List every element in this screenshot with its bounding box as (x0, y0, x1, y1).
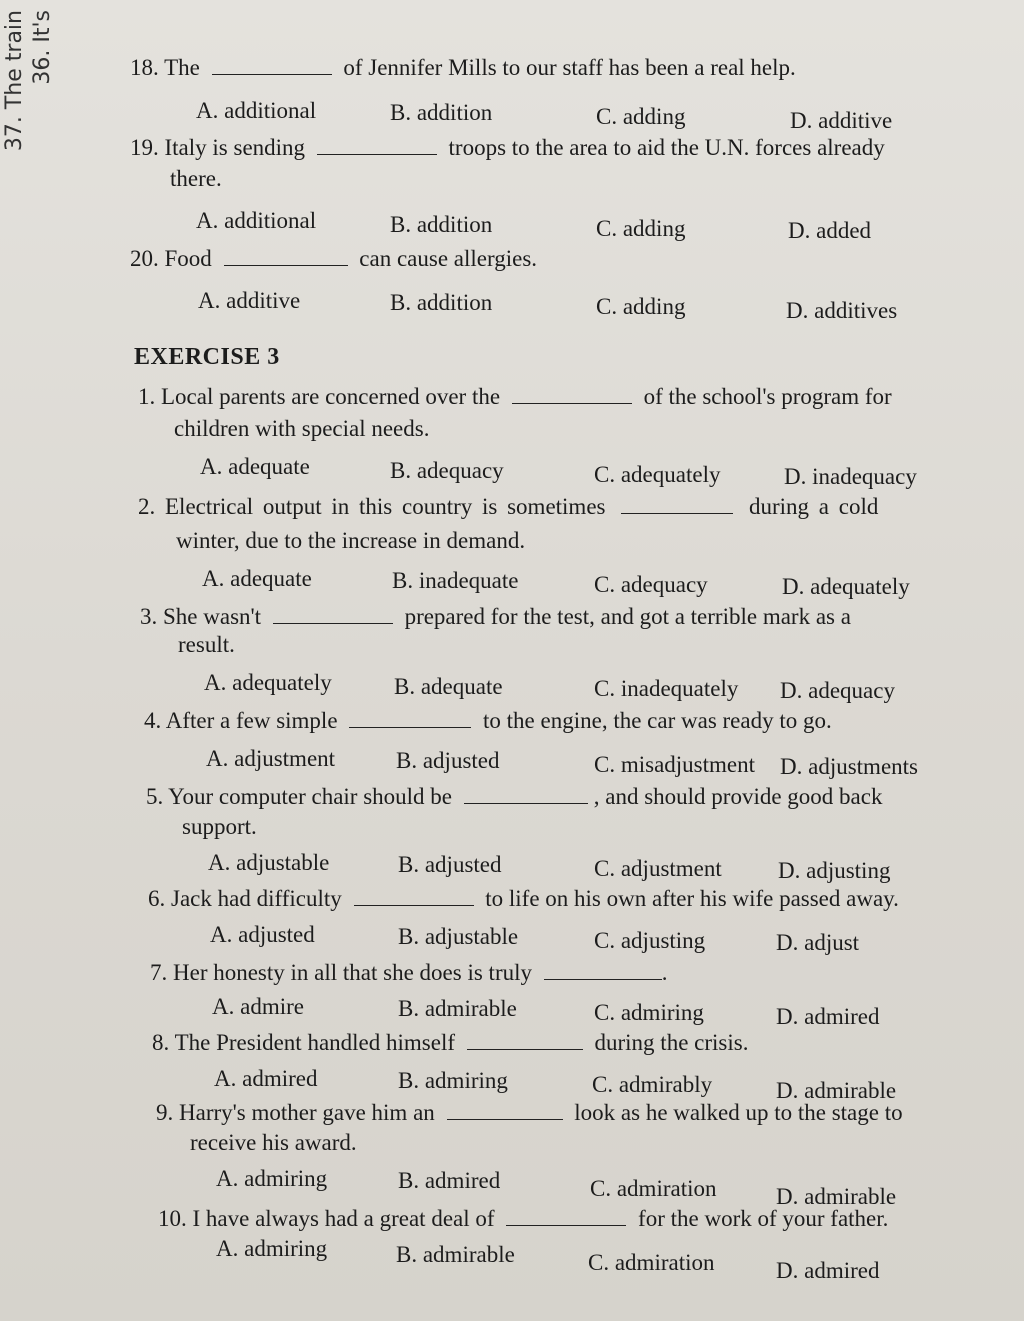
option-b[interactable]: B. adjustable (398, 924, 519, 949)
option-d[interactable]: D. additive (790, 108, 893, 133)
answer-blank[interactable] (224, 247, 348, 266)
option-d[interactable]: D. additives (786, 298, 898, 323)
option-c[interactable]: C. adding (596, 216, 686, 241)
margin-line-37: 37. The train (2, 10, 27, 152)
exercise3-question-8: 8. The President handled himself during the crisis. (152, 1030, 749, 1055)
exercise3-question-2: 2. Electrical output in this country is sometimes during a cold (138, 494, 879, 519)
option-a[interactable]: A. adjustment (206, 746, 336, 771)
exercise3-question-4: 4. After a few simple to the engine, the car was ready to go. (144, 708, 832, 733)
left-margin (0, 0, 70, 1321)
option-b[interactable]: B. admirable (398, 996, 517, 1021)
answer-blank[interactable] (212, 56, 332, 75)
answer-blank[interactable] (544, 961, 662, 980)
option-c[interactable]: C. misadjustment (594, 752, 755, 777)
answer-blank[interactable] (621, 495, 733, 514)
option-d[interactable]: D. adequately (782, 574, 910, 599)
option-c[interactable]: C. admiring (594, 1000, 704, 1025)
question-5-continuation: support. (182, 814, 257, 839)
question-1-continuation: children with special needs. (174, 416, 430, 441)
question-20: 20. Food can cause allergies. (130, 246, 538, 271)
answer-blank[interactable] (464, 785, 588, 804)
exercise-heading: EXERCISE 3 (134, 344, 280, 370)
option-b[interactable]: B. adequacy (390, 458, 504, 483)
answer-blank[interactable] (349, 709, 471, 728)
option-a[interactable]: A. admire (212, 994, 304, 1019)
option-d[interactable]: D. adjusting (778, 858, 891, 883)
exercise3-question-9: 9. Harry's mother gave him an look as he walked up to the stage to (156, 1100, 903, 1125)
option-b[interactable]: B. admired (398, 1168, 501, 1193)
answer-blank[interactable] (317, 136, 437, 155)
question-3-continuation: result. (178, 632, 235, 657)
exercise3-question-3: 3. She wasn't prepared for the test, and got a terrible mark as a (140, 604, 851, 629)
option-a[interactable]: A. additive (198, 288, 301, 313)
option-b[interactable]: B. adjusted (398, 852, 502, 877)
option-a[interactable]: A. additional (196, 98, 317, 123)
answer-blank[interactable] (512, 385, 632, 404)
option-b[interactable]: B. admiring (398, 1068, 508, 1093)
option-c[interactable]: C. adjusting (594, 928, 706, 953)
option-a[interactable]: A. adjusted (210, 922, 315, 947)
answer-blank[interactable] (447, 1101, 563, 1120)
option-d[interactable]: D. inadequacy (784, 464, 917, 489)
exercise3-question-6: 6. Jack had difficulty to life on his own after his wife passed away. (148, 886, 899, 911)
option-c[interactable]: C. adequacy (594, 572, 708, 597)
option-a[interactable]: A. adequate (200, 454, 310, 479)
question-19: 19. Italy is sending troops to the area to aid the U.N. forces already (130, 135, 885, 160)
option-d[interactable]: D. admired (776, 1004, 880, 1029)
answer-blank[interactable] (354, 887, 474, 906)
option-b[interactable]: B. adequate (394, 674, 503, 699)
option-d[interactable]: D. adequacy (780, 678, 895, 703)
option-d[interactable]: D. adjust (776, 930, 860, 955)
option-b[interactable]: B. addition (390, 212, 493, 237)
question-9-continuation: receive his award. (190, 1130, 357, 1155)
answer-blank[interactable] (467, 1031, 583, 1050)
option-c[interactable]: C. admiration (588, 1250, 715, 1275)
option-a[interactable]: A. additional (196, 208, 317, 233)
option-c[interactable]: C. adding (596, 294, 686, 319)
option-c[interactable]: C. admirably (592, 1072, 713, 1097)
exercise3-question-1: 1. Local parents are concerned over the of the school's program for (138, 384, 892, 409)
question-2-continuation: winter, due to the increase in demand. (176, 528, 526, 553)
option-d[interactable]: D. admirable (776, 1184, 897, 1209)
question-19-continuation: there. (170, 166, 222, 191)
option-b[interactable]: B. addition (390, 290, 493, 315)
option-b[interactable]: B. adjusted (396, 748, 500, 773)
option-c[interactable]: C. admiration (590, 1176, 717, 1201)
option-a[interactable]: A. adequately (204, 670, 332, 695)
option-b[interactable]: B. addition (390, 100, 493, 125)
option-a[interactable]: A. admired (214, 1066, 318, 1091)
option-a[interactable]: A. adjustable (208, 850, 330, 875)
exercise3-question-5: 5. Your computer chair should be , and should provide good back (146, 784, 883, 809)
exercise3-question-7: 7. Her honesty in all that she does is truly . (150, 960, 668, 985)
option-c[interactable]: C. adjustment (594, 856, 722, 881)
question-18: 18. The of Jennifer Mills to our staff has been a real help. (130, 55, 796, 80)
option-c[interactable]: C. adequately (594, 462, 721, 487)
answer-blank[interactable] (506, 1207, 626, 1226)
option-c[interactable]: C. inadequately (594, 676, 739, 701)
option-d[interactable]: D. added (788, 218, 872, 243)
option-b[interactable]: B. admirable (396, 1242, 515, 1267)
option-a[interactable]: A. admiring (216, 1166, 328, 1191)
margin-line-36: 36. It's (30, 10, 55, 85)
option-d[interactable]: D. adjustments (780, 754, 918, 779)
option-a[interactable]: A. adequate (202, 566, 312, 591)
exercise3-question-10: 10. I have always had a great deal of for the work of your father. (158, 1206, 889, 1231)
option-b[interactable]: B. inadequate (392, 568, 519, 593)
option-d[interactable]: D. admirable (776, 1078, 897, 1103)
answer-blank[interactable] (273, 605, 393, 624)
option-c[interactable]: C. adding (596, 104, 686, 129)
option-a[interactable]: A. admiring (216, 1236, 328, 1261)
option-d[interactable]: D. admired (776, 1258, 880, 1283)
